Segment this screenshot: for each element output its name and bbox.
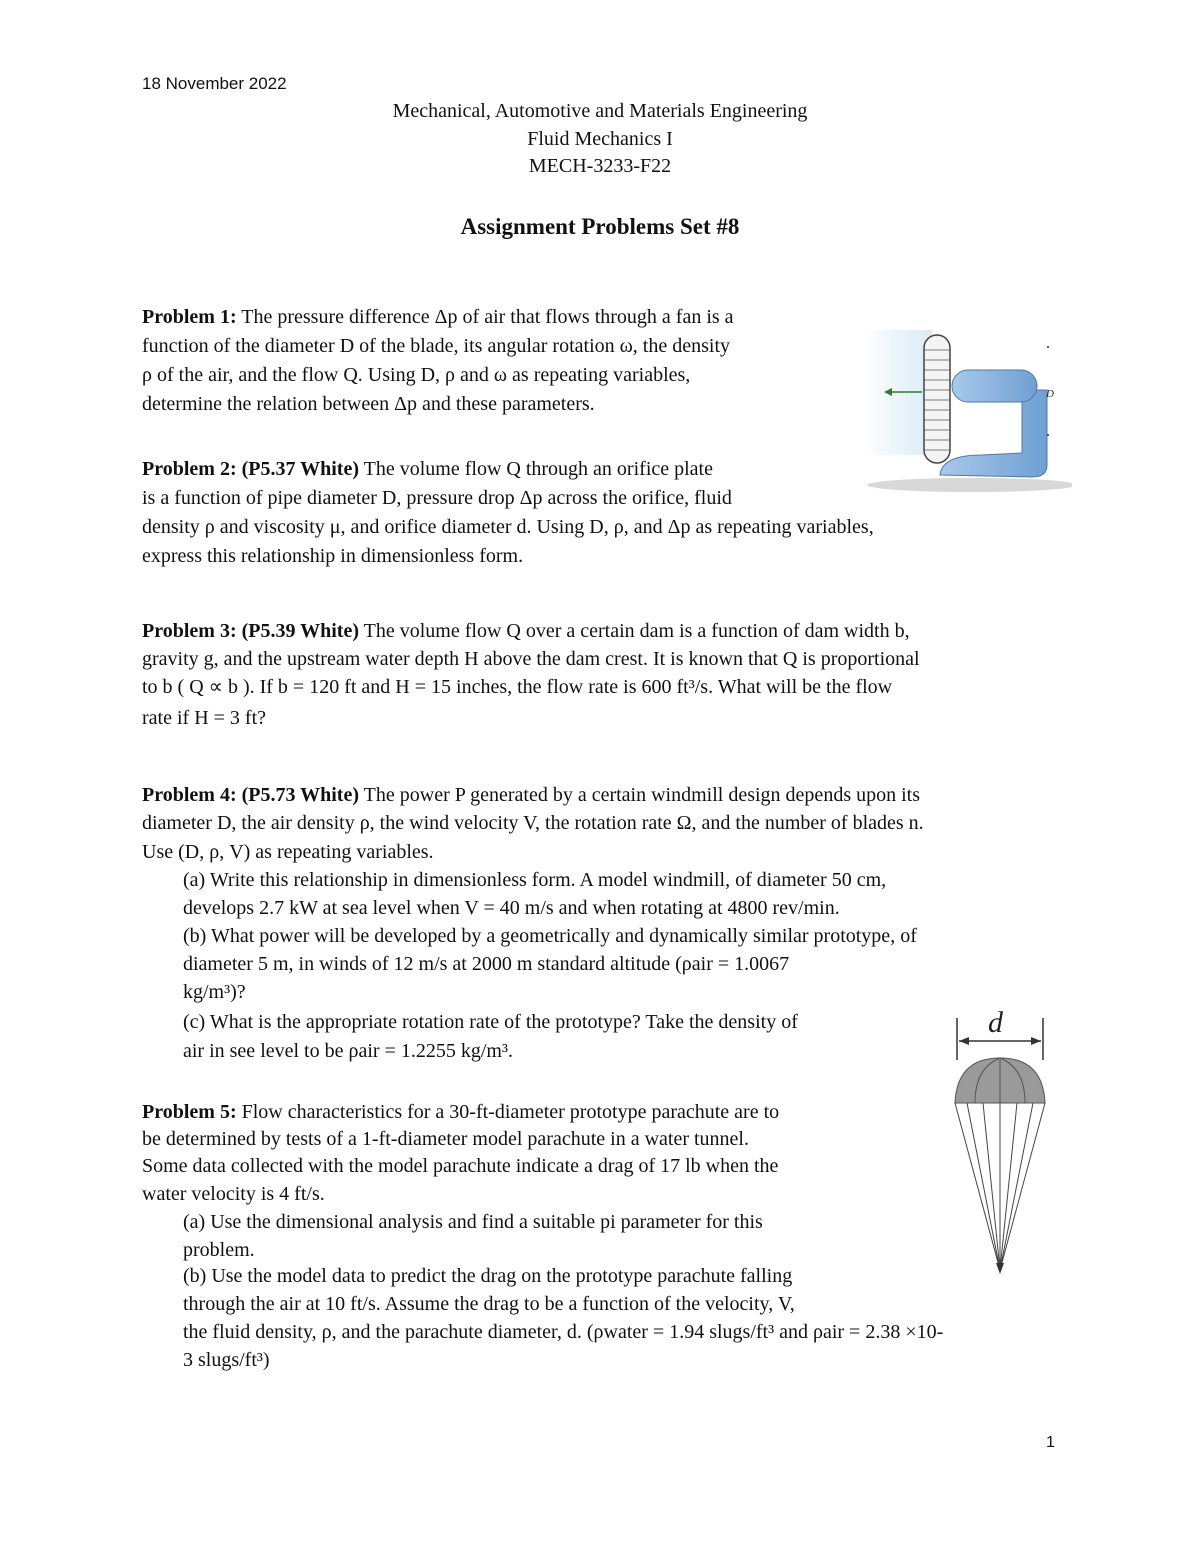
fan-diameter-label: D (1046, 388, 1054, 400)
problem-4-ref: (P5.73 White) (236, 784, 360, 806)
problem-2-line-4: express this relationship in dimensionless form. (142, 545, 524, 567)
problem-4-line-9: (c) What is the appropriate rotation rate of the prototype? Take the density of (183, 1011, 798, 1033)
problem-4-line-10: air in see level to be ρair = 1.2255 kg/m³. (183, 1040, 513, 1062)
problem-5-line-6: problem. (183, 1239, 255, 1261)
problem-3-label: Problem 3: (142, 620, 237, 642)
problem-1-line-1 (142, 303, 734, 331)
problem-5-line-1 (142, 1098, 779, 1126)
problem-5-text: Flow characteristics for a 30-ft-diameter prototype parachute are to (236, 1101, 780, 1123)
date: 18 November 2022 (142, 74, 287, 93)
problem-4-line-8: kg/m³)? (183, 981, 246, 1003)
problem-3-line-3: to b ( Q ∝ b ). If b = 120 ft and H = 15 inches, the flow rate is 600 ft³/s. What will be the flow (142, 676, 893, 698)
parachute-diameter-label: d (988, 1008, 1003, 1039)
problem-5-line-10: 3 slugs/ft³) (183, 1349, 270, 1371)
problem-3-line-1 (142, 617, 910, 645)
problem-2-label: Problem 2: (142, 458, 237, 480)
problem-4-line-4: (a) Write this relationship in dimensionless form. A model windmill, of diameter 50 cm, (183, 869, 887, 891)
header-course: Fluid Mechanics I (527, 128, 673, 150)
header-code: MECH-3233-F22 (528, 155, 672, 177)
problem-5-line-3: Some data collected with the model parachute indicate a drag of 17 lb when the (142, 1155, 779, 1177)
problem-5-line-4: water velocity is 4 ft/s. (142, 1183, 325, 1205)
problem-4-line-5: develops 2.7 kW at sea level when V = 40 m/s and when rotating at 4800 rev/min. (183, 897, 840, 919)
problem-5-line-8: through the air at 10 ft/s. Assume the drag to be a function of the velocity, V, (183, 1293, 795, 1315)
problem-2-line-2: is a function of pipe diameter D, pressure drop Δp across the orifice, fluid (142, 487, 732, 509)
floor-shadow (867, 478, 1072, 492)
problem-3-ref: (P5.39 White) (236, 620, 360, 642)
fan-guard (924, 335, 950, 463)
problem-1-line-4: determine the relation between Δp and these parameters. (142, 393, 595, 415)
problem-3-line-4: rate if H = 3 ft? (142, 707, 267, 729)
problem-3-line-2: gravity g, and the upstream water depth H above the dam crest. It is known that Q is proportional (142, 648, 920, 670)
problem-4-line-2: diameter D, the air density ρ, the wind velocity V, the rotation rate Ω, and the number of blades n. (142, 812, 924, 834)
page-number: 1 (1046, 1434, 1055, 1451)
problem-5-line-7: (b) Use the model data to predict the drag on the prototype parachute falling (183, 1265, 793, 1287)
problem-1-text: The pressure difference Δp of air that flows through a fan is a (236, 306, 734, 328)
page-title: Assignment Problems Set #8 (460, 214, 740, 239)
suspension-lines (955, 1103, 1045, 1270)
problem-4-line-1 (142, 781, 920, 809)
parachute-figure (945, 1008, 1055, 1278)
problem-5-line-9: the fluid density, ρ, and the parachute diameter, d. (ρwater = 1.94 slugs/ft³ and ρair = 2.38 ×10- (183, 1321, 944, 1343)
fan-figure (862, 325, 1072, 495)
problem-3-text: The volume flow Q over a certain dam is a function of dam width b, (359, 620, 910, 642)
problem-5-label: Problem 5: (142, 1101, 237, 1123)
problem-1-line-3: ρ of the air, and the flow Q. Using D, ρ and ω as repeating variables, (142, 364, 691, 386)
problem-4-line-3: Use (D, ρ, V) as repeating variables. (142, 841, 434, 863)
problem-1-label: Problem 1: (142, 306, 237, 328)
problem-2-text: The volume flow Q through an orifice plate (359, 458, 713, 480)
payload-point (996, 1263, 1004, 1274)
header-dept: Mechanical, Automotive and Materials Engineering (392, 100, 808, 122)
problem-2-ref: (P5.37 White) (236, 458, 360, 480)
problem-2-line-1 (142, 455, 713, 483)
problem-1-line-2: function of the diameter D of the blade, its angular rotation ω, the density (142, 335, 730, 357)
motor-housing (952, 370, 1037, 402)
problem-4-line-7: diameter 5 m, in winds of 12 m/s at 2000 m standard altitude (ρair = 1.0067 (183, 953, 790, 975)
problem-5-line-5: (a) Use the dimensional analysis and find a suitable pi parameter for this (183, 1211, 763, 1233)
fan-base (940, 390, 1047, 477)
problem-2-line-3: density ρ and viscosity μ, and orifice diameter d. Using D, ρ, and Δp as repeating variables, (142, 516, 874, 538)
problem-4-label: Problem 4: (142, 784, 237, 806)
problem-4-text: The power P generated by a certain windmill design depends upon its (359, 784, 920, 806)
problem-4-line-6: (b) What power will be developed by a geometrically and dynamically similar prototype, of (183, 925, 917, 947)
problem-5-line-2: be determined by tests of a 1-ft-diameter model parachute in a water tunnel. (142, 1128, 749, 1150)
